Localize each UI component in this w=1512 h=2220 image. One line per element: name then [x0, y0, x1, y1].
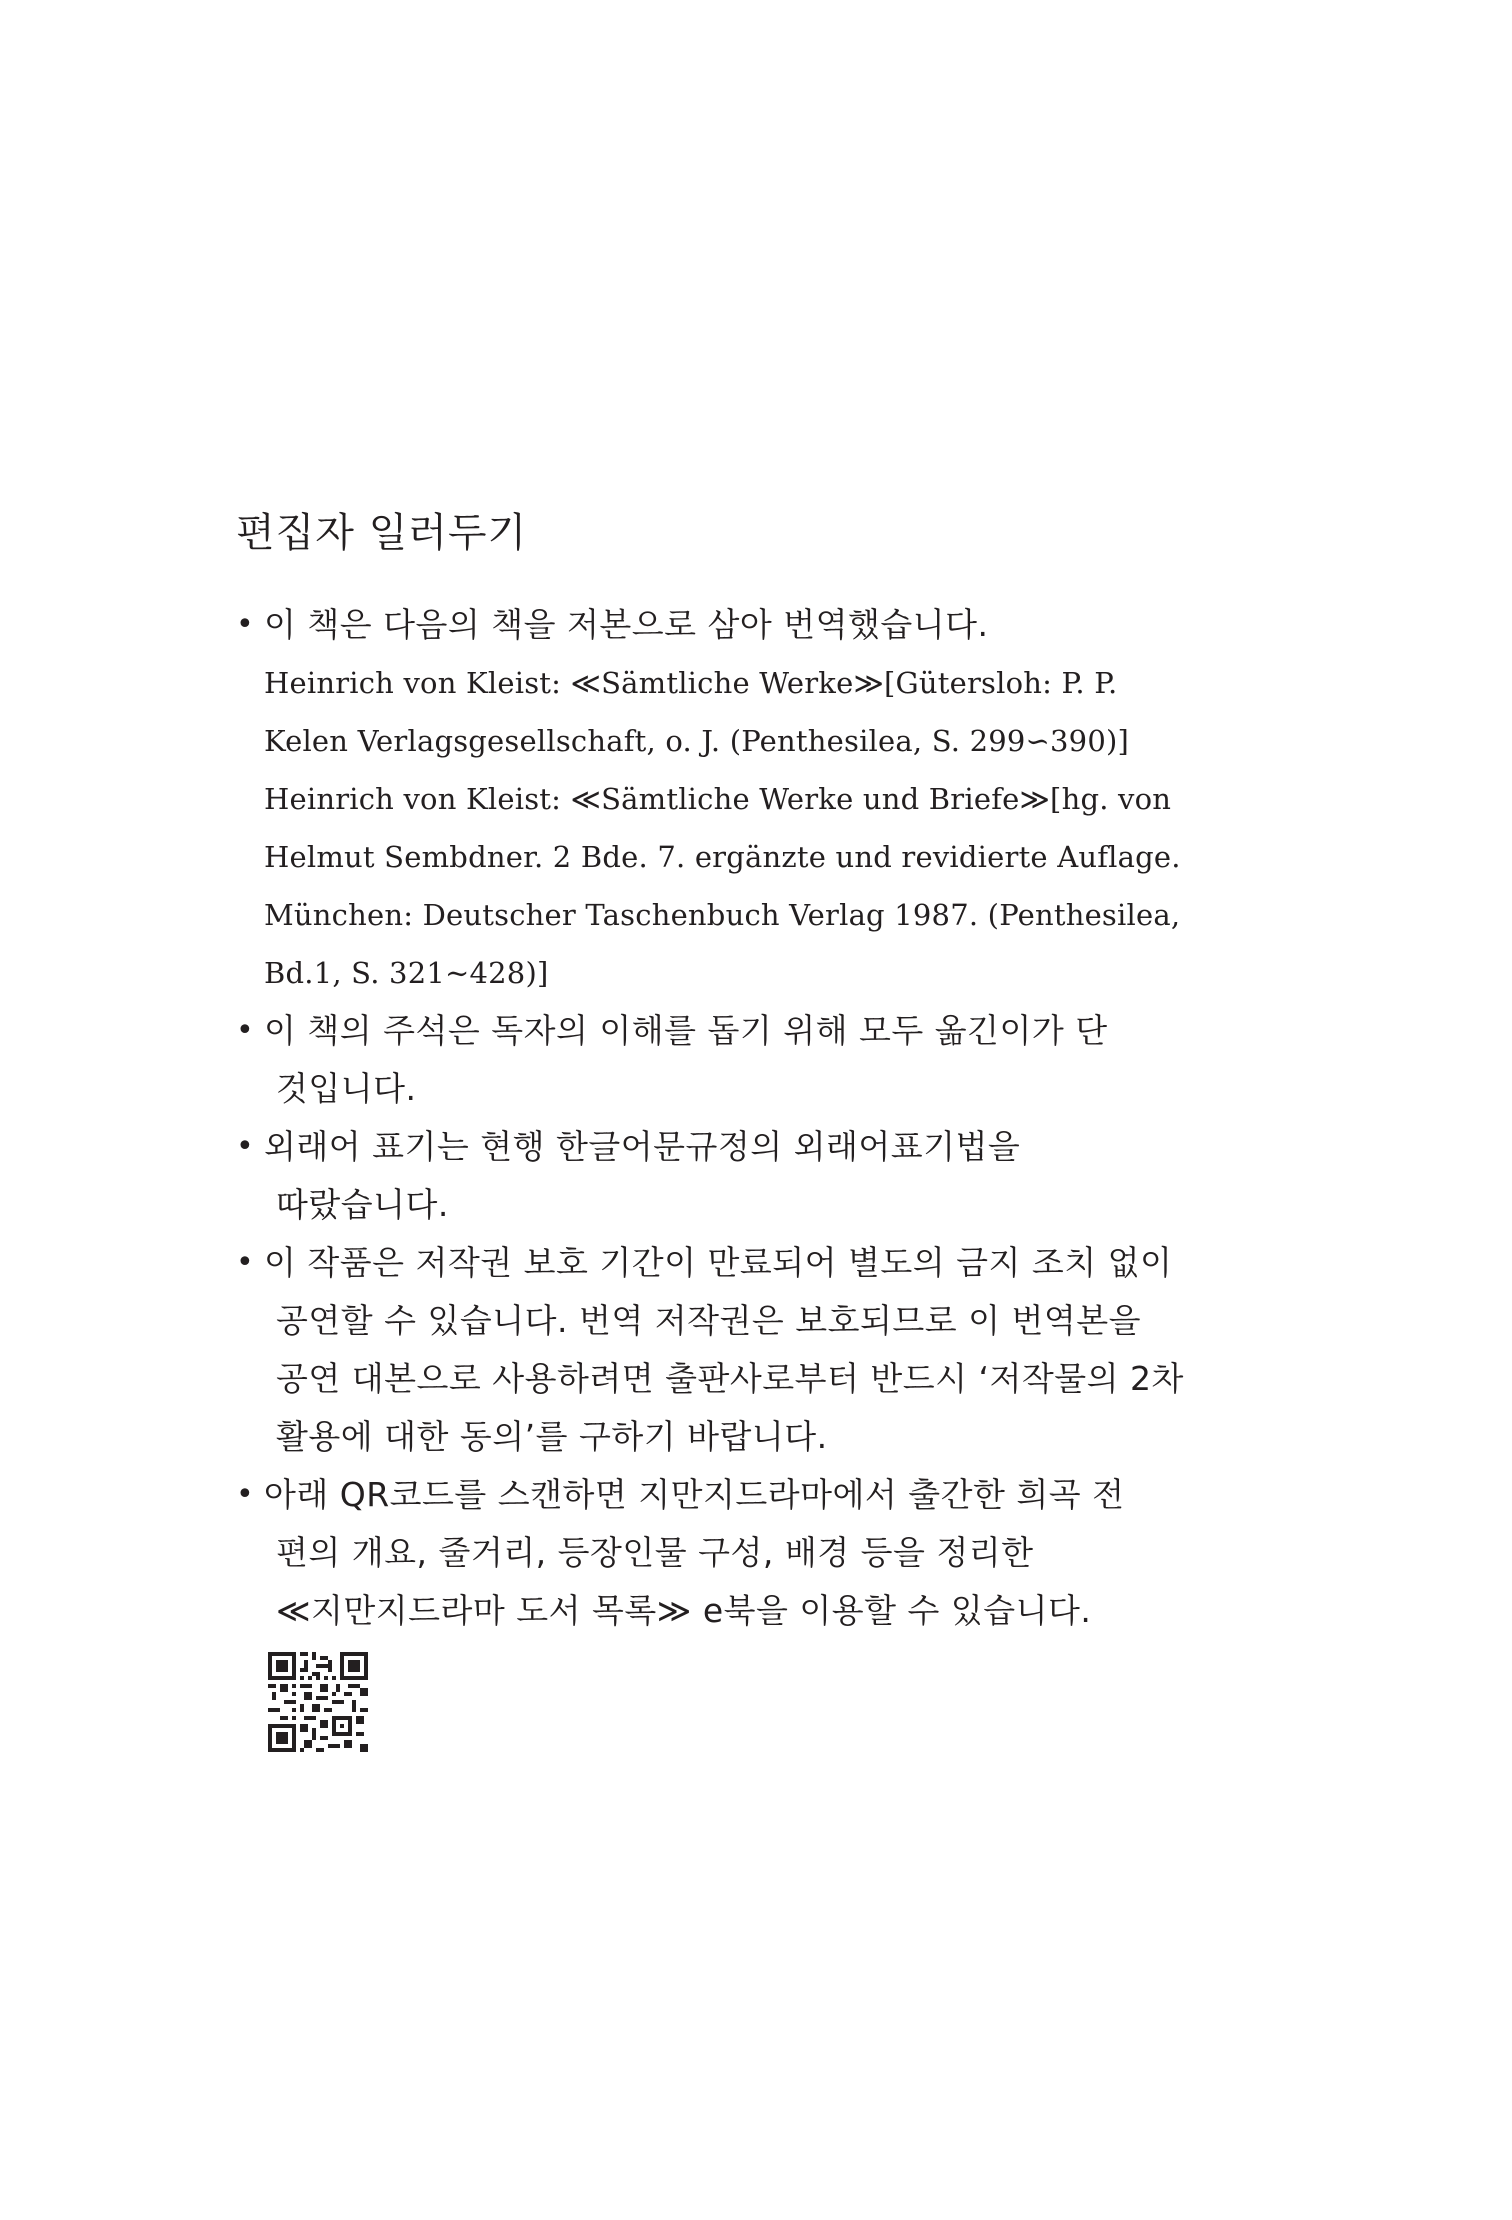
note-line: 활용에 대한 동의’를 구하기 바랍니다.: [276, 1417, 828, 1456]
citation-line: Heinrich von Kleist: ≪Sämtliche Werke und Briefe≫[hg. von: [264, 782, 1172, 816]
list-item: [236, 1002, 1236, 1118]
note-line: 외래어 표기는 현행 한글어문규정의 외래어표기법을: [264, 1127, 1021, 1166]
note-line: 아래 QR코드를 스캔하면 지만지드라마에서 출간한 희곡 전: [264, 1475, 1125, 1514]
list-item: [236, 1118, 1236, 1234]
list-item: [236, 596, 1236, 1002]
bullet-icon: •: [236, 1129, 254, 1164]
editor-notes-list: [236, 596, 1236, 1640]
note-line: 이 책은 다음의 책을 저본으로 삼아 번역했습니다.: [264, 605, 989, 644]
qr-code-icon: [268, 1652, 368, 1752]
bullet-icon: •: [236, 1013, 254, 1048]
list-item: [236, 1234, 1236, 1466]
note-line: 따랐습니다.: [276, 1185, 449, 1224]
bullet-icon: •: [236, 607, 254, 642]
note-line: 편의 개요, 줄거리, 등장인물 구성, 배경 등을 정리한: [276, 1533, 1034, 1572]
page-title: 편집자 일러두기: [236, 510, 528, 556]
citation-line: Kelen Verlagsgesellschaft, o. J. (Penthesilea, S. 299∽390)]: [264, 724, 1130, 758]
bullet-icon: •: [236, 1477, 254, 1512]
note-line: 것입니다.: [276, 1069, 417, 1108]
bullet-icon: •: [236, 1245, 254, 1280]
note-line: 이 책의 주석은 독자의 이해를 돕기 위해 모두 옮긴이가 단: [264, 1011, 1108, 1050]
citation-line: Bd.1, S. 321∼428)]: [264, 956, 549, 990]
list-item: [236, 1466, 1236, 1640]
note-line: ≪지만지드라마 도서 목록≫ e북을 이용할 수 있습니다.: [276, 1591, 1092, 1630]
note-line: 이 작품은 저작권 보호 기간이 만료되어 별도의 금지 조치 없이: [264, 1243, 1173, 1282]
note-line: 공연 대본으로 사용하려면 출판사로부터 반드시 ‘저작물의 2차: [276, 1359, 1184, 1398]
citation-line: München: Deutscher Taschenbuch Verlag 1987. (Penthesilea,: [264, 898, 1181, 932]
citation-line: Heinrich von Kleist: ≪Sämtliche Werke≫[Gütersloh: P. P.: [264, 666, 1118, 700]
citation-line: Helmut Sembdner. 2 Bde. 7. ergänzte und revidierte Auflage.: [264, 840, 1181, 874]
note-line: 공연할 수 있습니다. 번역 저작권은 보호되므로 이 번역본을: [276, 1301, 1141, 1340]
